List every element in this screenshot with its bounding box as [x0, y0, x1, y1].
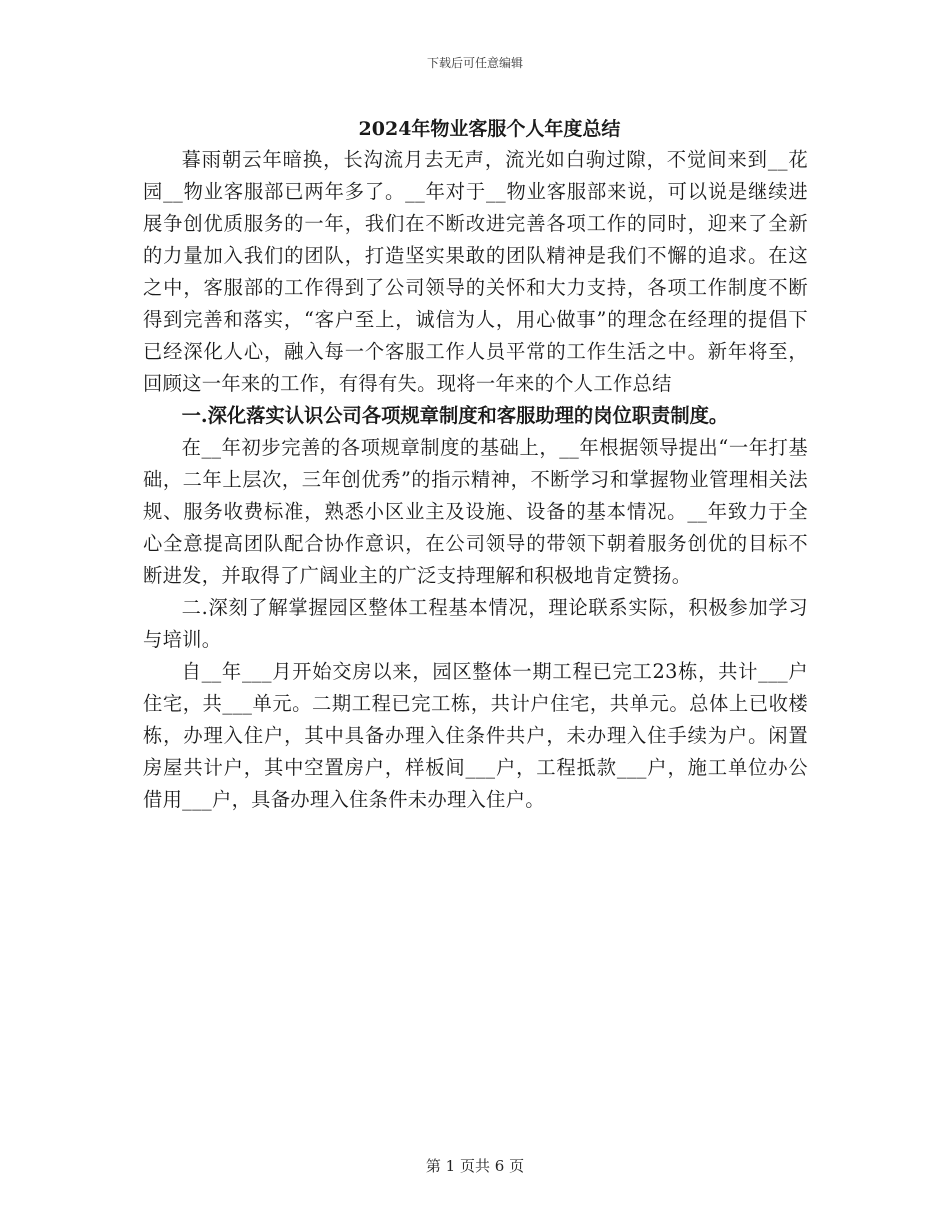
section-heading-2: 二.深刻了解掌握园区整体工程基本情况，理论联系实际，积极参加学习与培训。 [143, 596, 808, 651]
paragraph-section-1: 在__年初步完善的各项规章制度的基础上，__年根据领导提出“一年打基础，二年上层次，三年创优秀”的指示精神，不断学习和掌握物业管理相关法规、服务收费标准，熟悉小区业主及设施、设备的基本情况。__年致力于全心全意提高团队配合协作意识，在公司领导的带领下朝着服务创优的目标不断进发，并取得了广阔业主的广泛支持理解和积极地肯定赞扬。 [143, 436, 808, 587]
paragraph-section-2: 自__年___月开始交房以来，园区整体一期工程已完工23栋，共计___户住宅，共___单元。二期工程已完工栋，共计户住宅，共单元。总体上已收楼栋，办理入住户，其中具备办理入住条件共户，未办理入住手续为户。闲置房屋共计户，其中空置房户，样板间___户，工程抵款___户，施工单位办公借用___户，具备办理入住条件未办理入住户。 [143, 660, 808, 811]
page-header: 下载后可任意编辑 [426, 56, 523, 70]
document-body [143, 114, 808, 816]
paragraph-intro: 暮雨朝云年暗换，长沟流月去无声，流光如白驹过隙，不觉间来到__花园__物业客服部已两年多了。__年对于__物业客服部来说，可以说是继续进展争创优质服务的一年，我们在不断改进完善各项工作的同时，迎来了全新的力量加入我们的团队，打造坚实果敢的团队精神是我们不懈的追求。在这之中，客服部的工作得到了公司领导的关怀和大力支持，各项工作制度不断得到完善和落实，“客户至上，诚信为人，用心做事”的理念在经理的提倡下已经深化人心，融入每一个客服工作人员平常的工作生活之中。新年将至，回顾这一年来的工作，有得有失。现将一年来的个人工作总结 [143, 148, 808, 395]
document-title: 2024年物业客服个人年度总结 [358, 118, 621, 140]
page-footer: 第 1 页共 6 页 [425, 1157, 525, 1175]
section-heading-1: 一.深化落实认识公司各项规章制度和客服助理的岗位职责制度。 [181, 404, 729, 427]
